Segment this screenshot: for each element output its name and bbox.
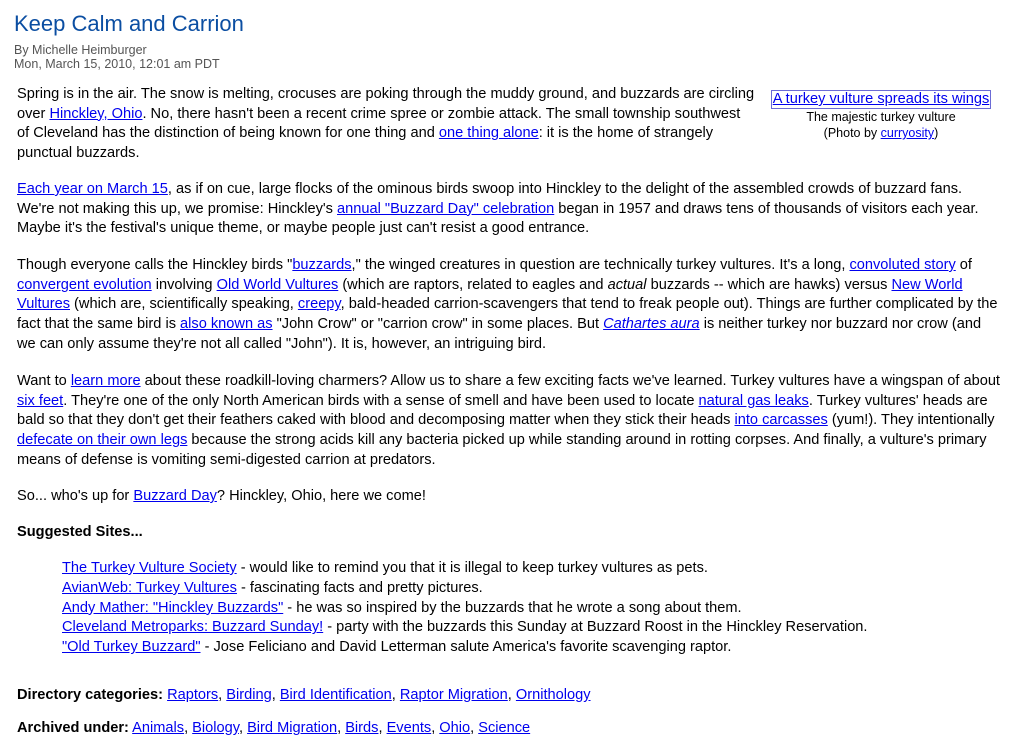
separator: ,: [431, 720, 440, 736]
list-item: [62, 559, 867, 579]
list-item: [62, 579, 867, 599]
emphasis: actual: [607, 276, 647, 293]
directory-label: Directory categories:: [17, 687, 163, 703]
paragraph-facts: [17, 372, 1002, 471]
text: involving: [151, 276, 217, 293]
text: So... who's up for: [17, 488, 134, 504]
site-description: - Jose Feliciano and David Letterman salute America's favorite scavenging raptor.: [200, 639, 732, 656]
list-item: [62, 618, 867, 638]
byline: [14, 43, 220, 71]
link-natural-gas-leaks[interactable]: natural gas leaks: [698, 392, 809, 409]
link-celebration[interactable]: annual "Buzzard Day" celebration: [337, 200, 555, 217]
site-link[interactable]: AvianWeb: Turkey Vultures: [62, 579, 237, 596]
link-six-feet[interactable]: six feet: [17, 392, 64, 409]
separator: ,: [238, 720, 248, 736]
link-creepy[interactable]: creepy: [297, 296, 341, 313]
text: of: [955, 257, 972, 273]
text: . Turkey vultures' heads are bald so that they don't get their feathers caked with blood and decomposing matter when they stick their heads: [17, 392, 988, 429]
link-buzzards[interactable]: buzzards: [292, 257, 352, 273]
separator: ,: [507, 687, 516, 703]
archive-link[interactable]: Birds: [345, 720, 379, 736]
suggested-sites-list: [62, 559, 867, 658]
text: because the strong acids kill any bacteria picked up while standing around in rotting corpses. And finally, a vulture's primary means of defense is vomiting semi-digested carrion at predators.: [17, 432, 987, 468]
archive-link[interactable]: Bird Migration: [247, 720, 338, 736]
separator: ,: [391, 687, 400, 703]
text: began in 1957 and draws tens of thousands of visitors each year. Maybe it's the festival's unique theme, or maybe people just can't resist a good entrance.: [17, 200, 979, 237]
site-description: - would like to remind you that it is illegal to keep turkey vultures as pets.: [236, 560, 708, 576]
archive-link[interactable]: Events: [386, 720, 432, 736]
photo-credit-link[interactable]: curryosity: [880, 126, 935, 140]
category-link[interactable]: Birding: [226, 687, 272, 703]
link-convoluted-story[interactable]: convoluted story: [849, 257, 956, 273]
text: buzzards -- which are hawks) versus: [646, 276, 892, 293]
text: , as if on cue, large flocks of the ominous birds swoop into Hinckley to the delight of the assembled crowds of buzzard fans. We're not making this up, we promise: Hinckley's: [17, 181, 963, 217]
paragraph-closing: [17, 487, 1002, 507]
photo-credit-prefix: (Photo by: [823, 126, 881, 140]
link-one-thing-alone[interactable]: one thing alone: [438, 125, 539, 142]
text: Want to: [17, 373, 71, 389]
text: Spring is in the air. The snow is melting, crocuses are poking through the muddy ground, and buzzards are circling over: [17, 86, 755, 122]
text: (which are raptors, related to eagles and: [338, 276, 608, 293]
site-description: - party with the buzzards this Sunday at Buzzard Roost in the Hinckley Reservation.: [323, 619, 868, 636]
category-link[interactable]: Bird Identification: [279, 687, 392, 703]
caption-line: The majestic turkey vulture: [806, 110, 956, 124]
link-cathartes-aura[interactable]: Cathartes aura: [603, 316, 700, 333]
list-item: [62, 638, 867, 658]
link-new-world-vultures[interactable]: New World Vultures: [17, 276, 963, 313]
text: . They're one of the only North American birds with a sense of smell and have been used to locate: [63, 392, 699, 409]
archive-link[interactable]: Animals: [132, 720, 185, 736]
site-link[interactable]: Andy Mather: "Hinckley Buzzards": [62, 599, 284, 616]
category-link[interactable]: Ornithology: [515, 687, 591, 703]
link-defecate[interactable]: defecate on their own legs: [17, 432, 188, 449]
separator: ,: [378, 720, 387, 736]
site-link[interactable]: The Turkey Vulture Society: [62, 560, 237, 576]
directory-categories: [17, 686, 591, 705]
text: , bald-headed carrion-scavengers that tend to freak people out). Things are further complicated by the fact that the same bird is: [17, 296, 998, 333]
archive-link[interactable]: Science: [478, 720, 531, 736]
text: is neither turkey nor buzzard nor crow (and we can only assume they're not all called "John"). It is, however, an intriguing bird.: [17, 316, 982, 352]
article-title: Keep Calm and Carrion: [14, 11, 244, 36]
author: By Michelle Heimburger: [14, 43, 147, 57]
archived-under: [17, 719, 530, 738]
text: ? Hinckley, Ohio, here we come!: [216, 488, 426, 504]
text: (which are, scientifically speaking,: [70, 296, 298, 313]
archive-link[interactable]: Ohio: [439, 720, 471, 736]
category-link[interactable]: Raptors: [167, 687, 219, 703]
text: (yum!). They intentionally: [827, 412, 995, 429]
text: : it is the home of strangely punctual buzzards.: [17, 125, 714, 162]
separator: ,: [470, 720, 479, 736]
suggested-sites-heading: Suggested Sites...: [17, 524, 143, 540]
publish-date: Mon, March 15, 2010, 12:01 am PDT: [14, 57, 220, 71]
paragraph-vultures: [17, 256, 1002, 355]
paragraph-intro: [17, 85, 755, 164]
archived-label: Archived under:: [17, 720, 129, 736]
text: about these roadkill-loving charmers? Allow us to share a few exciting facts we've learned. Turkey vultures have a wingspan of about: [140, 373, 1000, 389]
separator: ,: [271, 687, 280, 703]
category-link[interactable]: Raptor Migration: [399, 687, 508, 703]
separator: ,: [218, 687, 227, 703]
link-into-carcasses[interactable]: into carcasses: [734, 412, 828, 429]
image-link[interactable]: A turkey vulture spreads its wings: [772, 91, 990, 107]
site-description: - fascinating facts and pretty pictures.: [236, 579, 483, 596]
link-each-year[interactable]: Each year on March 15: [17, 181, 168, 197]
text: ," the winged creatures in question are technically turkey vultures. It's a long,: [351, 257, 850, 273]
site-link[interactable]: "Old Turkey Buzzard": [62, 639, 201, 656]
text: . No, there hasn't been a recent crime spree or zombie attack. The small township southwest of Cleveland has the distinction of being known for one thing and: [17, 105, 741, 142]
image-caption: [766, 90, 996, 141]
text: Though everyone calls the Hinckley birds ": [17, 257, 293, 273]
list-item: [62, 599, 867, 619]
archive-link[interactable]: Biology: [192, 720, 239, 736]
separator: ,: [337, 720, 346, 736]
link-hinckley-ohio[interactable]: Hinckley, Ohio: [49, 105, 143, 122]
link-also-known-as[interactable]: also known as: [180, 316, 273, 333]
text: "John Crow" or "carrion crow" in some places. But: [272, 316, 604, 333]
site-description: - he was so inspired by the buzzards that he wrote a song about them.: [283, 599, 742, 616]
link-buzzard-day[interactable]: Buzzard Day: [133, 488, 217, 504]
separator: ,: [184, 720, 193, 736]
link-convergent-evolution[interactable]: convergent evolution: [17, 276, 152, 293]
paragraph-buzzard-day: [17, 180, 1002, 239]
site-link[interactable]: Cleveland Metroparks: Buzzard Sunday!: [62, 619, 324, 636]
link-learn-more[interactable]: learn more: [70, 373, 141, 389]
photo-credit-suffix: ): [934, 126, 939, 140]
link-old-world-vultures[interactable]: Old World Vultures: [216, 276, 339, 293]
